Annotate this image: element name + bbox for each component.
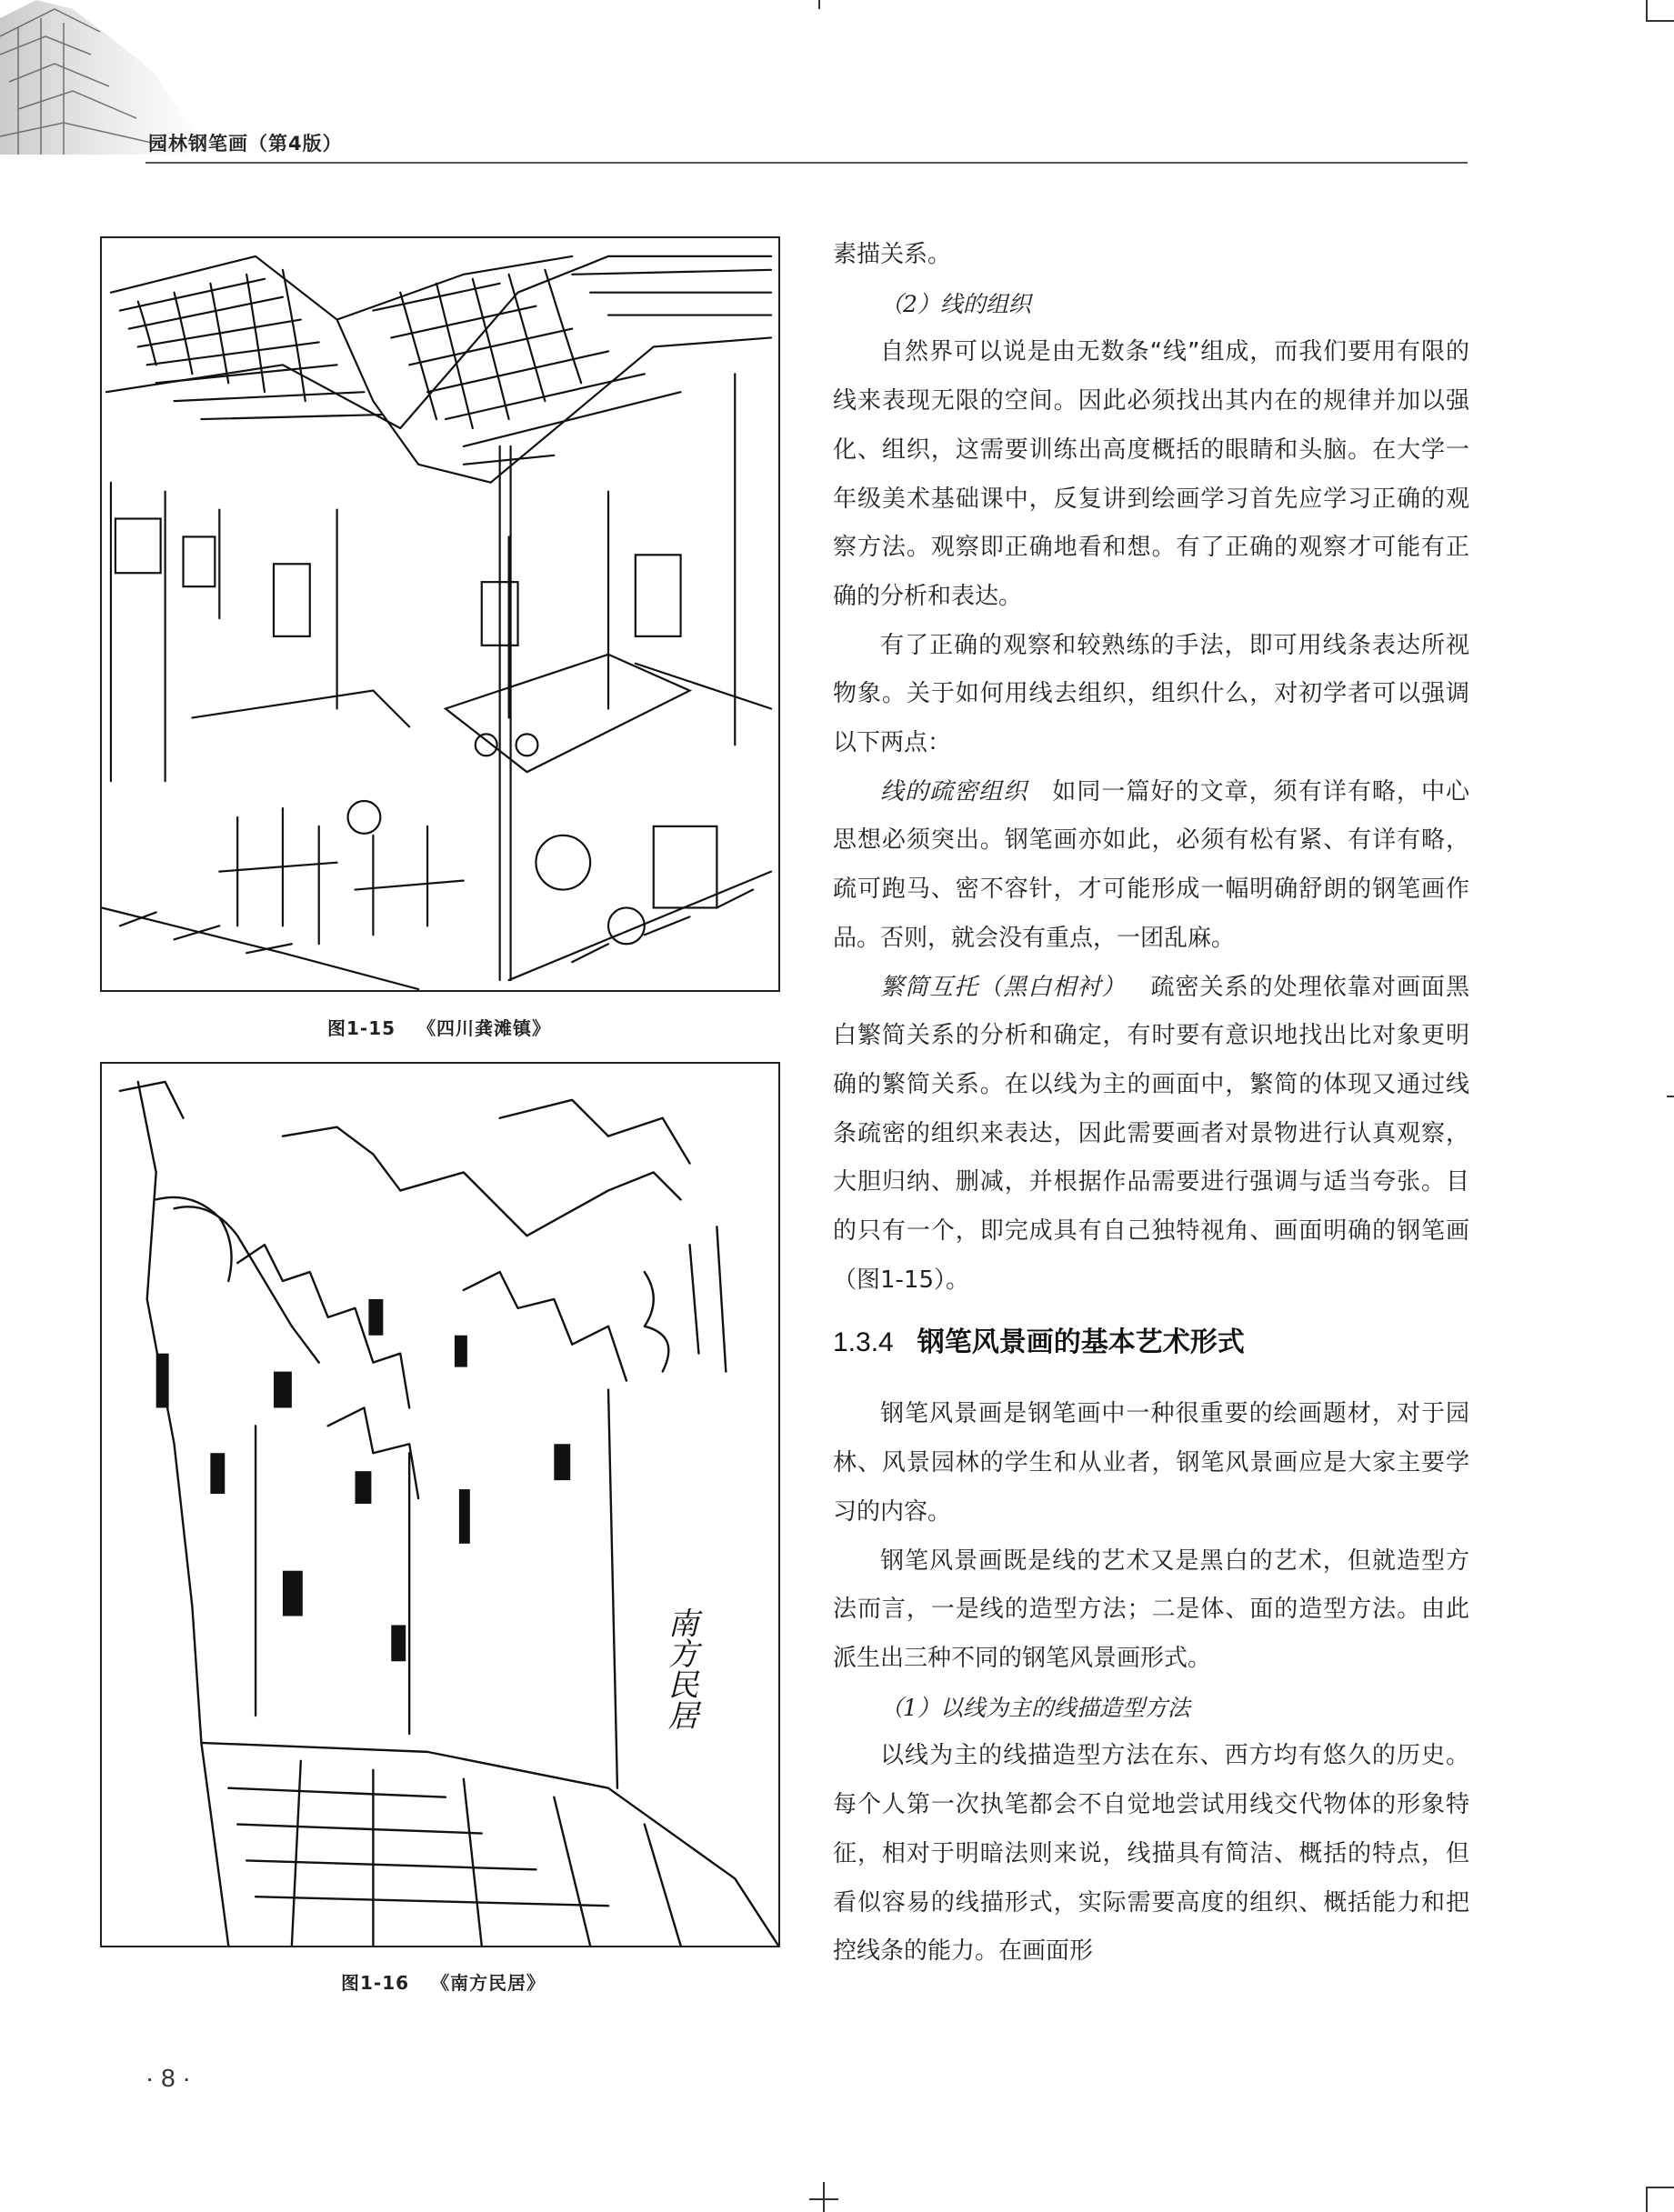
run-in-heading: 线的疏密组织: [880, 777, 1028, 806]
section-heading: [833, 1321, 1469, 1365]
figure-sichuan-town-sketch: [100, 236, 780, 992]
crop-mark: [1646, 2187, 1674, 2188]
figure-number: 图1-16: [341, 1972, 410, 1994]
paragraph: 素描关系。: [833, 241, 952, 268]
crop-mark: [1646, 20, 1674, 22]
figure-title: 《南方民居》: [431, 1972, 546, 1994]
figure-caption: [341, 1968, 546, 1995]
registration-mark: [823, 2182, 825, 2212]
paragraph: 自然界可以说是由无数条“线”组成，而我们要用有限的线来表现无限的空间。因此必须找出其内在的规律并加以强化、组织，这需要训练出高度概括的眼睛和头脑。在大学一年级美术基础课中，反复讲到绘画学习首先应学习正确的观察方法。观察即正确地看和想。有了正确的观察才可能有正确的分析和表达。: [833, 338, 1469, 610]
page-number: · 8 ·: [145, 2064, 191, 2092]
paragraph: [833, 964, 1469, 1306]
run-in-heading: 繁简互托（黑白相衬）: [880, 973, 1127, 1001]
subheading: （2）线的组织: [880, 290, 1031, 317]
figure-caption: [327, 1014, 551, 1040]
subheading: （1）以线为主的线描造型方法: [880, 1694, 1190, 1721]
paragraph: 有了正确的观察和较熟练的手法，即可用线条表达所视物象。关于如何用线去组织，组织什么，对初学者可以强调以下两点：: [833, 631, 1469, 757]
figure-title: 《四川龚滩镇》: [417, 1017, 552, 1039]
artist-signature: 南方民居: [663, 1606, 699, 1730]
paragraph-body: 如同一篇好的文章，须有详有略，中心思想必须突出。钢笔画亦如此，必须有松有紧、有详有略，疏可跑马、密不容针，才可能形成一幅明确舒朗的钢笔画作品。否则，就会没有重点，一团乱麻。: [833, 777, 1469, 952]
paragraph: 以线为主的线描造型方法在东、西方均有悠久的历史。每个人第一次执笔都会不自觉地尝试用线交代物体的形象特征，相对于明暗法则来说，线描具有简洁、概括的特点，但看似容易的线描形式，实际需要高度的组织、概括能力和把控线条的能力。在画面形: [833, 1742, 1469, 1966]
crop-mark: [1646, 0, 1648, 20]
crop-mark: [1646, 2187, 1648, 2212]
running-header-title: 园林钢笔画（第4版）: [148, 133, 343, 155]
section-title: 钢笔风景画的基本艺术形式: [917, 1326, 1245, 1359]
registration-mark: [809, 2198, 838, 2200]
paragraph-body: 疏密关系的处理依靠对画面黑白繁简关系的分析和确定，有时要有意识地找出比对象更明确的繁简关系。在以线为主的画面中，繁简的体现又通过线条疏密的组织来表达，因此需要画者对景物进行认真观察，大胆归纳、删减，并根据作品需要进行强调与适当夸张。目的只有一个，即完成具有自己独特视角、画面明确的钢笔画（图1-15）。: [833, 973, 1469, 1294]
crop-mark: [1667, 1096, 1674, 1097]
section-number: 1.3.4: [833, 1327, 894, 1358]
header-rule: [145, 162, 1468, 164]
paragraph: [833, 768, 1469, 964]
paragraph: 钢笔风景画是钢笔画中一种很重要的绘画题材，对于园林、风景园林的学生和从业者，钢笔风景画应是大家主要学习的内容。: [833, 1400, 1469, 1526]
figure-southern-dwellings-sketch: [100, 1062, 780, 1947]
body-text-column: [833, 231, 1469, 1977]
registration-mark: [818, 0, 820, 9]
figure-number: 图1-15: [327, 1017, 396, 1039]
pen-sketch-alley: [102, 1064, 778, 1946]
paragraph: 钢笔风景画既是线的艺术又是黑白的艺术，但就造型方法而言，一是线的造型方法；二是体、面的造型方法。由此派生出三种不同的钢笔风景画形式。: [833, 1546, 1469, 1672]
pen-sketch-street-corner: [102, 238, 778, 990]
